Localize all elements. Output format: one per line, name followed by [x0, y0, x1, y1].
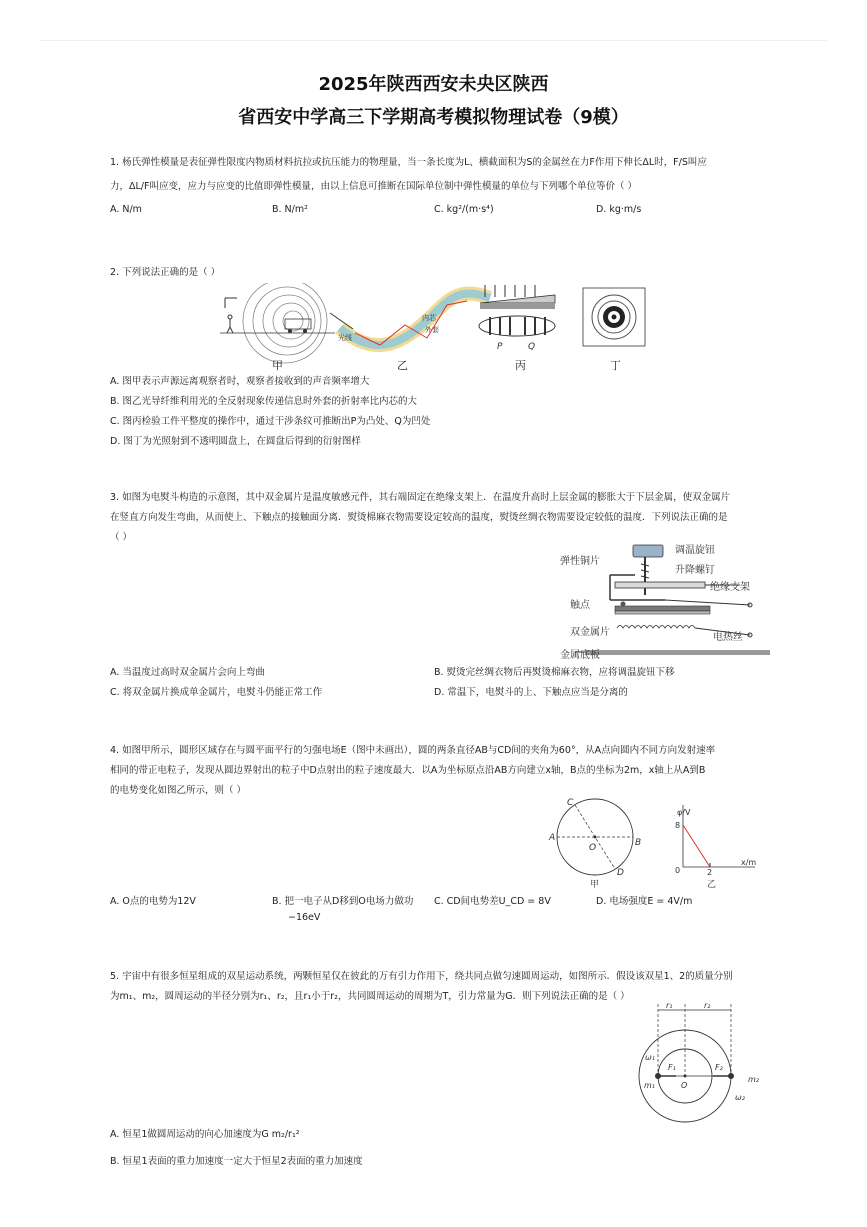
point-o: O [589, 843, 597, 853]
core-label: 内芯 [422, 314, 436, 322]
q2-option-d: D. 图丁为光照射到不透明圆盘上，在圆盘后得到的衍射图样 [110, 436, 361, 447]
top-divider [40, 40, 827, 41]
iron-diagram [555, 540, 770, 662]
q4-option-b: B. 把一电子从D移到O电场力做功 [272, 896, 414, 907]
point-b: B [635, 838, 642, 848]
q1-option-d: D. kg·m/s [596, 204, 642, 215]
doppler-figure [220, 283, 335, 363]
q2-option-c: C. 图丙检验工件平整度的操作中，通过干涉条纹可推断出P为凸处、Q为凹处 [110, 416, 431, 427]
m1-label: m₁ [644, 1081, 655, 1090]
q5-stem-line1: 5. 宇宙中有很多恒星组成的双星运动系统，两颗恒星仅在彼此的万有引力作用下，绕共同点做匀速圆周运动，如图所示．假设该双星1、2的质量分别 [110, 971, 733, 982]
page-title-line1: 2025年陕西西安未央区陕西 [318, 74, 549, 95]
contact-label: 触点 [570, 600, 590, 611]
f1-label: F₁ [668, 1063, 676, 1072]
q3-option-c: C. 将双金属片换成单金属片，电熨斗仍能正常工作 [110, 687, 323, 698]
q4-stem-line1: 4. 如图甲所示，圆形区域存在与圆平面平行的匀强电场E（图中未画出），圆的两条直径AB与CD间的夹角为60°，从A点向圆内不同方向发射速率 [110, 745, 716, 756]
tick-2: 2 [707, 868, 713, 877]
fig-label-ding: 丁 [610, 359, 621, 372]
ylabel: φ/V [677, 808, 691, 817]
cladding-label: 外套 [425, 326, 439, 334]
page-title-line2: 省西安中学高三下学期高考模拟物理试卷（9模） [238, 107, 629, 128]
fig4-label-jia: 甲 [590, 880, 600, 890]
q1-option-c: C. kg²/(m·s⁴) [434, 204, 494, 215]
q3-stem-line3: （ ） [110, 532, 133, 543]
fig-label-jia: 甲 [272, 359, 283, 372]
fig-label-bing: 丙 [515, 359, 526, 372]
tick-8: 8 [675, 821, 681, 830]
light-label: 光线 [338, 334, 352, 342]
binary-star-diagram [628, 998, 768, 1126]
spring-plate-label: 弹性铜片 [560, 556, 600, 567]
q4-option-d: D. 电场强度E = 4V/m [596, 896, 693, 907]
bimetal-label: 双金属片 [570, 627, 610, 638]
point-d: D [617, 868, 624, 878]
q5-stem-line2: 为m₁、m₂，圆周运动的半径分别为r₁、r₂，且r₁小于r₂，共同圆周运动的周期为T，引力常量为G．则下列说法正确的是（ ） [110, 991, 630, 1002]
heater-label: 电热丝 [713, 632, 743, 643]
q1-option-b: B. N/m² [272, 204, 308, 215]
p-label: P [497, 342, 503, 352]
fig4-label-yi: 乙 [707, 880, 717, 890]
q4-stem-line2: 相同的带正电粒子，发现从圆边界射出的粒子中D点射出的粒子速度最大．以A为坐标原点沿AB方向建立x轴，B点的坐标为2m，x轴上从A到B [110, 765, 706, 776]
q-label: Q [528, 342, 536, 352]
xlabel: x/m [741, 858, 757, 867]
q4-figures [545, 795, 765, 890]
q4-option-c: C. CD间电势差U_CD = 8V [434, 896, 551, 907]
f2-label: F₂ [715, 1063, 723, 1072]
q5-option-a: A. 恒星1做圆周运动的向心加速度为G m₂/r₁² [110, 1129, 300, 1140]
diffraction-figure [583, 288, 645, 346]
fig-label-yi: 乙 [397, 359, 408, 372]
m2-label: m₂ [748, 1075, 759, 1084]
q1-stem-line2: 力，ΔL/F叫应变，应力与应变的比值即弹性模量，由以上信息可推断在国际单位制中弹性模量的单位与下列哪个单位等价（ ） [110, 181, 637, 192]
r1-label: r₁ [666, 1001, 673, 1010]
point-a: A [549, 833, 556, 843]
r2-label: r₂ [704, 1001, 711, 1010]
q5-option-b: B. 恒星1表面的重力加速度一定大于恒星2表面的重力加速度 [110, 1156, 363, 1167]
support-label: 绝缘支架 [710, 582, 750, 593]
q1-option-a: A. N/m [110, 204, 142, 215]
q4-stem-line3: 的电势变化如图乙所示，则（ ） [110, 785, 247, 796]
q2-option-b: B. 图乙光导纤维利用光的全反射现象传递信息时外套的折射率比内芯的大 [110, 396, 418, 407]
q4-option-b-value: −16eV [288, 912, 321, 923]
q1-stem-line1: 1. 杨氏弹性模量是表征弹性限度内物质材料抗拉或抗压能力的物理量，当一条长度为L、横截面积为S的金属丝在力F作用下伸长ΔL时，F/S叫应 [110, 157, 707, 168]
w2-label: ω₂ [735, 1093, 745, 1102]
knob-label: 调温旋钮 [675, 545, 715, 556]
base-label: 金属底板 [560, 650, 600, 661]
q2-stem: 2. 下列说法正确的是（ ） [110, 267, 221, 278]
q3-option-a: A. 当温度过高时双金属片会向上弯曲 [110, 667, 265, 678]
w1-label: ω₁ [645, 1053, 655, 1062]
q3-option-b: B. 熨烫完丝绸衣物后再熨烫棉麻衣物，应将调温旋钮下移 [434, 667, 675, 678]
q2-option-a: A. 图甲表示声源远离观察者时，观察者接收到的声音频率增大 [110, 376, 370, 387]
o-label: O [681, 1081, 688, 1090]
q3-stem-line2: 在竖直方向发生弯曲，从而使上、下触点的接触面分离．熨烫棉麻衣物需要设定较高的温度，熨烫丝绸衣物需要设定较低的温度．下列说法正确的是 [110, 512, 728, 523]
screw-label: 升降螺钉 [675, 565, 715, 576]
origin: 0 [675, 866, 681, 875]
point-c: C [567, 798, 574, 808]
q3-option-d: D. 常温下，电熨斗的上、下触点应当是分离的 [434, 687, 628, 698]
optical-fiber-figure [330, 294, 490, 346]
q3-stem-line1: 3. 如图为电熨斗构造的示意图，其中双金属片是温度敏感元件，其右端固定在绝缘支架上．在温度升高时上层金属的膨胀大于下层金属，使双金属片 [110, 492, 731, 503]
q4-option-a: A. O点的电势为12V [110, 896, 196, 907]
